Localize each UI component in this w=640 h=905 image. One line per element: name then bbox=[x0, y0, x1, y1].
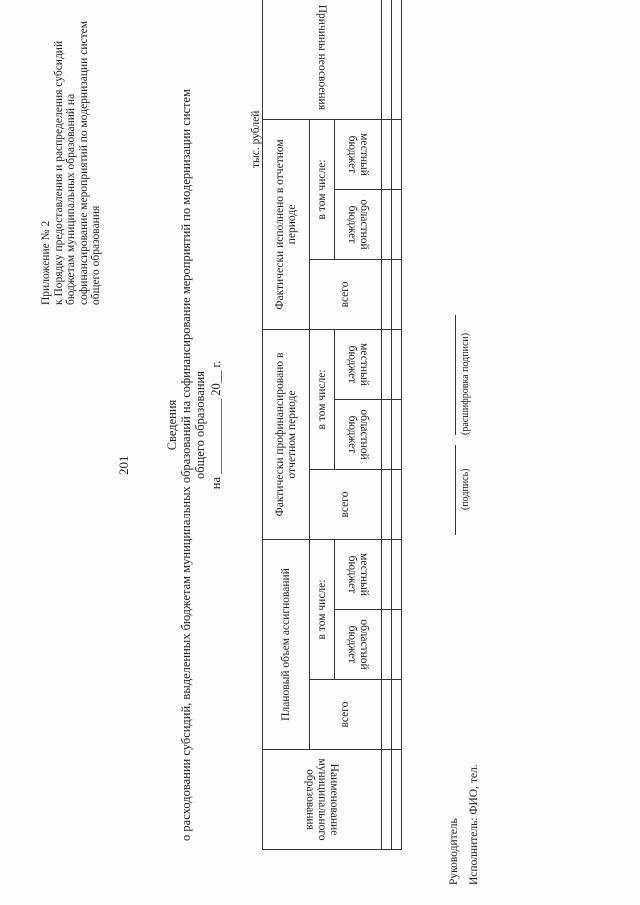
header-total: всего bbox=[309, 259, 381, 329]
header-including: в том числе: bbox=[309, 539, 335, 679]
decode-rule bbox=[455, 315, 456, 435]
table-row bbox=[392, 0, 402, 850]
appendix-line: бюджетам муниципальных образований на bbox=[65, 93, 77, 305]
appendix-line: софинансирование мероприятий по модернизации систем bbox=[77, 21, 90, 305]
executor-label: Исполнитель: ФИО, тел. bbox=[468, 764, 480, 885]
document-heading: Сведения bbox=[165, 399, 179, 451]
page-number: 201 bbox=[116, 455, 131, 475]
table-row bbox=[382, 0, 392, 850]
header-regional-budget: областной бюджет bbox=[335, 399, 382, 469]
header-actually-financed: Фактически профинансировано в отчетном периоде bbox=[263, 329, 310, 539]
appendix-line: к Порядку предоставления и распределения субсидий bbox=[52, 40, 65, 305]
header-local-budget: местный бюджет bbox=[335, 119, 382, 189]
document-subtitle-cont: общего образования bbox=[193, 371, 207, 479]
header-local-budget: местный бюджет bbox=[335, 539, 382, 609]
appendix-line: Приложение № 2 bbox=[40, 220, 52, 305]
appendix-block bbox=[40, 5, 103, 305]
document-subtitle: о расходовании субсидий, выделенных бюджетам муниципальных образований на софинансирование мероприятий по модернизации систем bbox=[179, 89, 193, 841]
head-label: Руководитель bbox=[448, 818, 460, 885]
units-label: тыс. рублей bbox=[250, 110, 262, 168]
appendix-line: общего образования bbox=[90, 205, 102, 305]
header-actually-executed: Фактически исполнено в отчетном периоде bbox=[263, 119, 310, 329]
report-date-line: на ____________ 20__ г. bbox=[209, 360, 223, 490]
header-planned-allocation: Плановый объем ассигнований bbox=[263, 539, 310, 749]
header-total: всего bbox=[309, 469, 381, 539]
header-regional-budget: областной бюджет bbox=[335, 189, 382, 259]
decode-caption: (расшифровка подписи) bbox=[460, 332, 471, 435]
header-regional-budget: областной бюджет bbox=[335, 610, 382, 680]
report-table bbox=[262, 0, 402, 850]
header-local-budget: местный бюджет bbox=[335, 329, 382, 399]
signature-caption: (подпись) bbox=[460, 468, 471, 510]
signature-rule bbox=[455, 445, 456, 535]
header-total: всего bbox=[309, 680, 381, 750]
header-including: в том числе: bbox=[309, 119, 335, 259]
header-municipality: Наименование муниципального образования bbox=[263, 750, 382, 850]
header-including: в том числе: bbox=[309, 329, 335, 469]
header-reasons: Причины неосвоения bbox=[263, 0, 382, 119]
